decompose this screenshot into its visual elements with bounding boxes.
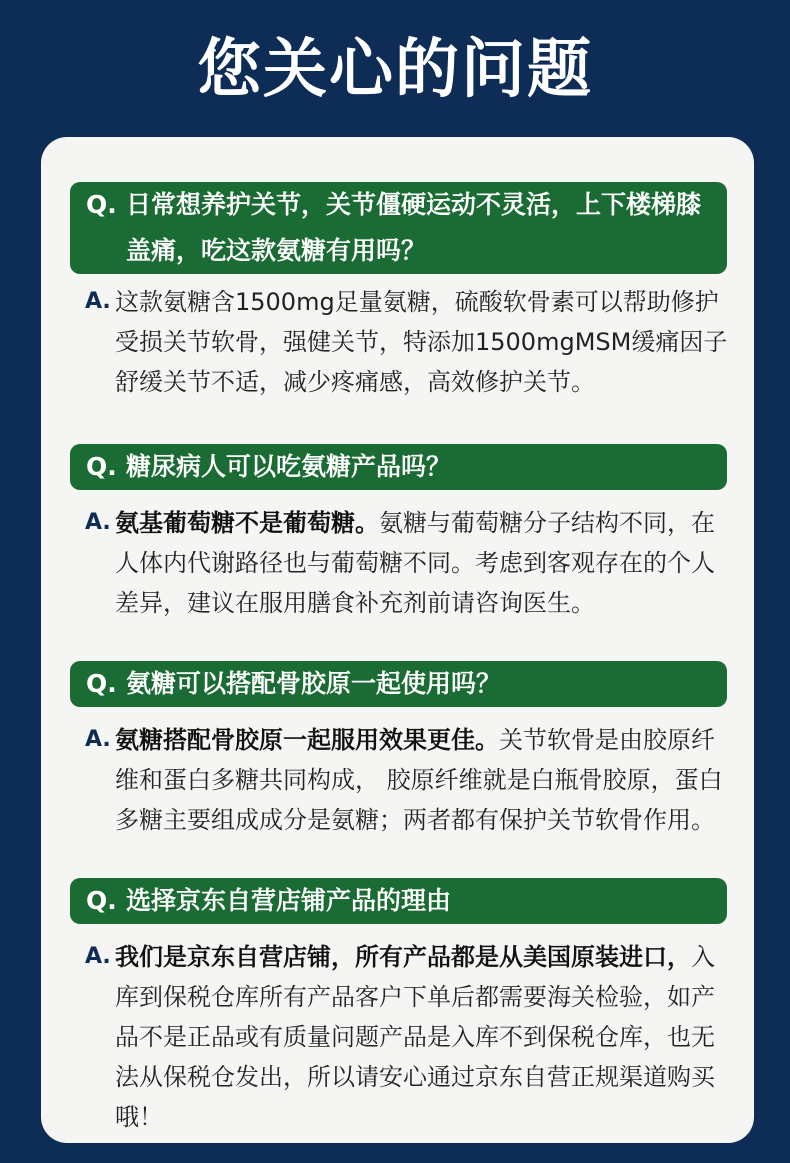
question-4 xyxy=(70,878,727,924)
answer-emphasis: 氨基葡萄糖不是葡萄糖。 xyxy=(115,509,379,537)
question-2 xyxy=(70,444,727,490)
question-marker: Q. xyxy=(86,190,117,219)
question-1 xyxy=(70,182,727,274)
faq-card xyxy=(41,137,754,1143)
question-text: 糖尿病人可以吃氨糖产品吗？ xyxy=(126,452,452,481)
answer-text xyxy=(115,937,735,1137)
answer-4 xyxy=(85,937,735,1137)
answer-marker: A. xyxy=(85,289,111,314)
question-text: 日常想养护关节，关节僵硬运动不灵活，上下楼梯膝盖痛，吃这款氨糖有用吗？ xyxy=(126,190,702,265)
answer-text xyxy=(115,282,735,402)
answer-emphasis: 我们是京东自营店铺，所有产品都是从美国原装进口， xyxy=(115,943,691,971)
answer-emphasis: 氨糖搭配骨胶原一起服用效果更佳。 xyxy=(115,726,499,754)
question-marker: Q. xyxy=(86,669,117,698)
answer-body: 这款氨糖含1500mg足量氨糖，硫酸软骨素可以帮助修护受损关节软骨，强健关节，特添加1500mgMSM缓痛因子舒缓关节不适，减少疼痛感，高效修护关节。 xyxy=(115,288,728,396)
answer-body: 入库到保税仓库所有产品客户下单后都需要海关检验，如产品不是正品或有质量问题产品是入库不到保税仓库，也无法从保税仓发出，所以请安心通过京东自营正规渠道购买哦！ xyxy=(115,943,715,1131)
question-3 xyxy=(70,661,727,707)
answer-marker: A. xyxy=(85,944,111,969)
answer-2 xyxy=(85,503,735,623)
answer-body: 关节软骨是由胶原纤维和蛋白多糖共同构成， 胶原纤维就是白瓶骨胶原，蛋白多糖主要组成成分是氨糖；两者都有保护关节软骨作用。 xyxy=(115,726,723,834)
question-text: 选择京东自营店铺产品的理由 xyxy=(126,886,452,915)
answer-marker: A. xyxy=(85,510,111,535)
answer-1 xyxy=(85,282,735,402)
question-marker: Q. xyxy=(86,452,117,481)
answer-3 xyxy=(85,720,735,840)
answer-marker: A. xyxy=(85,727,111,752)
answer-text xyxy=(115,720,735,840)
page-title: 您关心的问题 xyxy=(197,33,593,107)
answer-body: 氨糖与葡萄糖分子结构不同，在人体内代谢路径也与葡萄糖不同。考虑到客观存在的个人差异，建议在服用膳食补充剂前请咨询医生。 xyxy=(115,509,715,617)
answer-text xyxy=(115,503,735,623)
question-text: 氨糖可以搭配骨胶原一起使用吗？ xyxy=(126,669,502,698)
question-marker: Q. xyxy=(86,886,117,915)
